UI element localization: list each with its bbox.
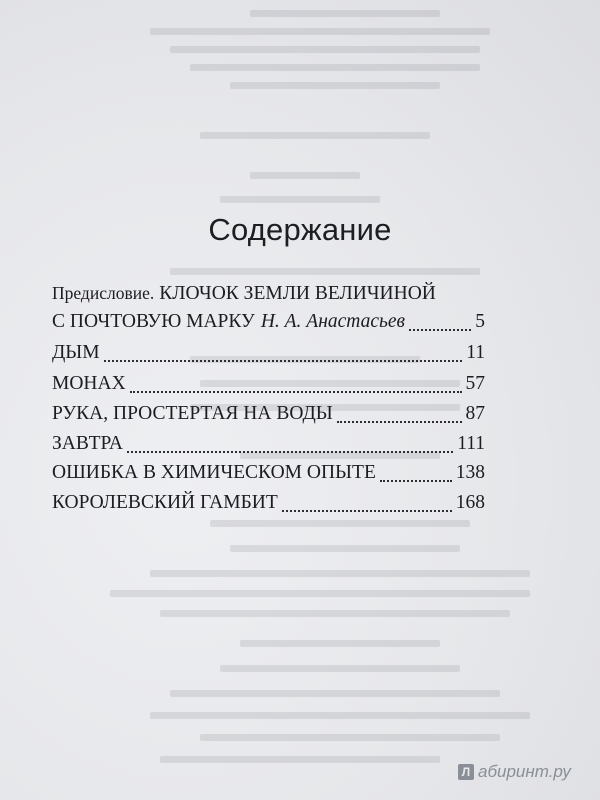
preface-prefix: Предисловие.: [52, 283, 155, 303]
page-number: 111: [457, 433, 485, 454]
page-title: Содержание: [208, 212, 392, 247]
page-number: 168: [455, 492, 485, 513]
entry-title: ЗАВТРА: [52, 433, 123, 454]
dot-leader: [337, 421, 462, 423]
toc-entry: [52, 403, 485, 429]
dot-leader: [104, 360, 463, 362]
toc-entry: [52, 492, 485, 518]
entry-title: МОНАХ: [52, 373, 126, 394]
entry-title: КОРОЛЕВСКИЙ ГАМБИТ: [52, 492, 278, 513]
labirint-logo-icon: Л: [458, 764, 474, 780]
entry-title: ОШИБКА В ХИМИЧЕСКОМ ОПЫТЕ: [52, 462, 376, 483]
dot-leader: [409, 329, 471, 331]
dot-leader: [127, 451, 453, 453]
watermark-text: абиринт.ру: [478, 762, 571, 781]
preface-title-line1: КЛОЧОК ЗЕМЛИ ВЕЛИЧИНОЙ: [159, 283, 436, 304]
toc-entry-preface-line2: [52, 311, 485, 337]
entry-title: ДЫМ: [52, 342, 100, 363]
page-number: 57: [465, 373, 485, 394]
watermark: [458, 762, 571, 782]
toc-entry-preface: [52, 283, 485, 309]
toc-entry: [52, 462, 485, 488]
dot-leader: [130, 391, 462, 393]
page-number: 5: [475, 311, 485, 332]
preface-title-line2: С ПОЧТОВУЮ МАРКУ: [52, 311, 255, 332]
page-number: 11: [466, 342, 485, 363]
entry-title: РУКА, ПРОСТЕРТАЯ НА ВОДЫ: [52, 403, 333, 424]
page-number: 87: [465, 403, 485, 424]
toc-entry: [52, 373, 485, 399]
page-number: 138: [455, 462, 485, 483]
preface-author: Н. А. Анастасьев: [260, 311, 406, 332]
toc-entry: [52, 342, 485, 368]
dot-leader: [380, 480, 452, 482]
toc-entry: [52, 433, 485, 459]
dot-leader: [282, 510, 452, 512]
